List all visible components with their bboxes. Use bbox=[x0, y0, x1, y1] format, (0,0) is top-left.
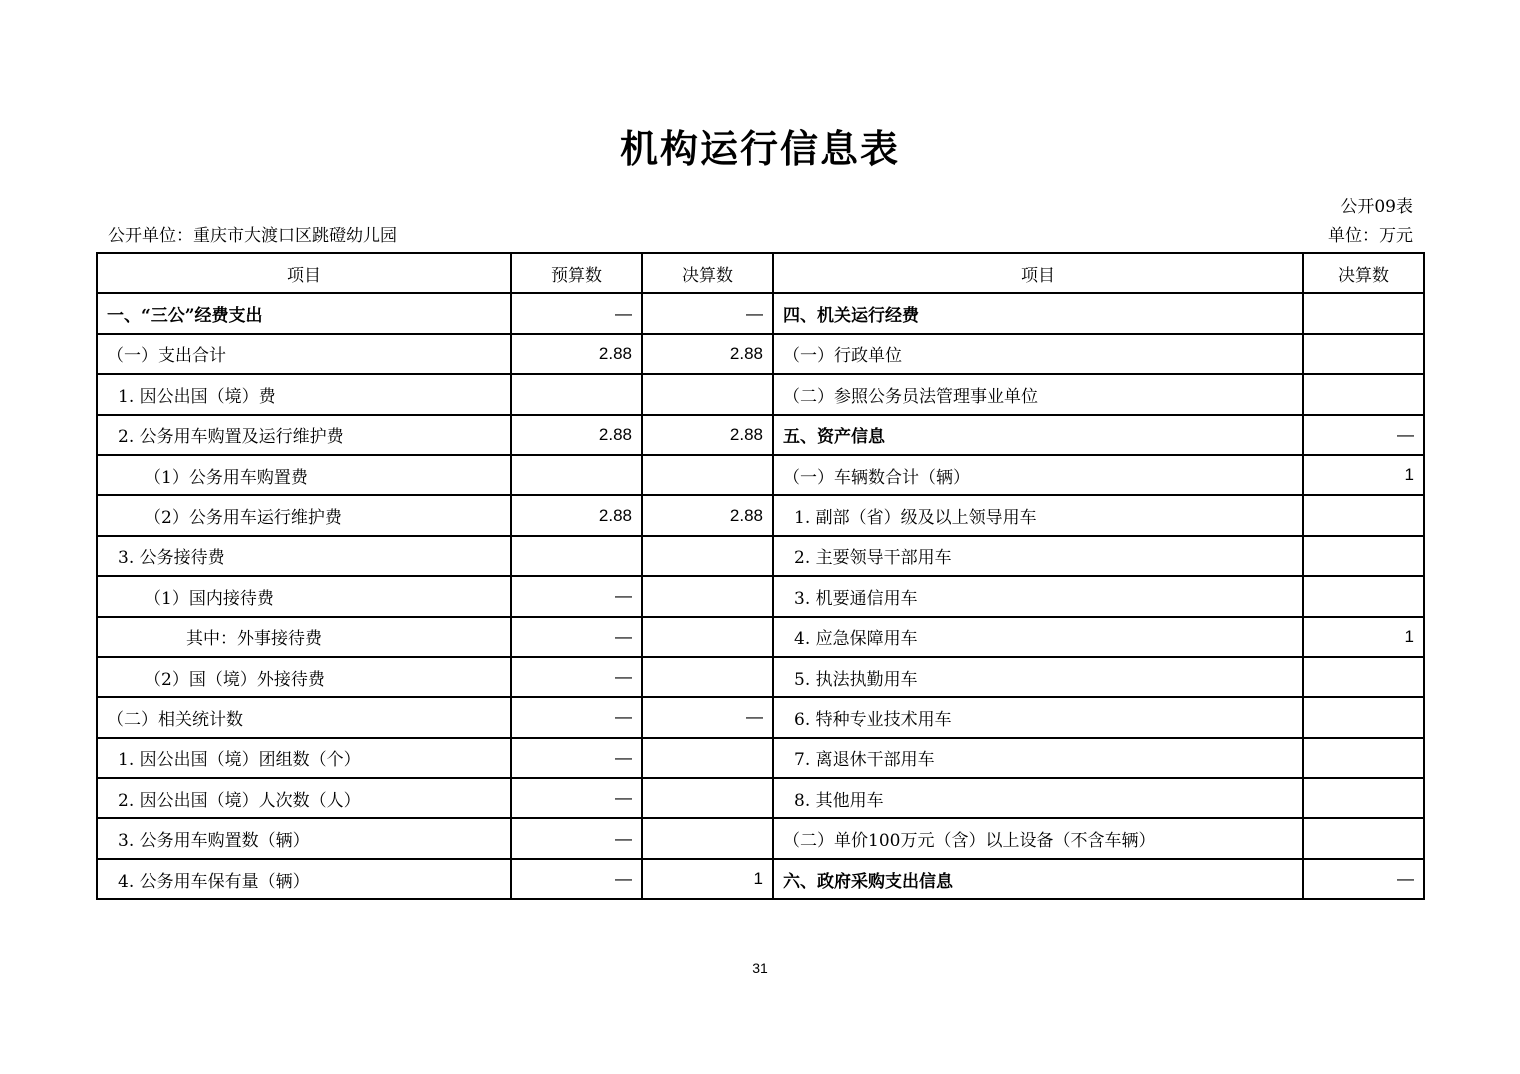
table-row bbox=[97, 818, 1424, 858]
header-final-left: 决算数 bbox=[642, 253, 773, 293]
table-row bbox=[97, 778, 1424, 818]
row-item-left: 1. 因公出国（境）团组数（个） bbox=[97, 738, 511, 778]
page-title: 机构运行信息表 bbox=[619, 127, 900, 171]
table-row bbox=[97, 334, 1424, 374]
row-final-right bbox=[1303, 334, 1424, 374]
row-item-right: 1. 副部（省）级及以上领导用车 bbox=[773, 495, 1303, 535]
row-final bbox=[642, 617, 773, 657]
row-item-left: （二）相关统计数 bbox=[97, 697, 511, 737]
table-row bbox=[97, 293, 1424, 333]
row-final bbox=[642, 536, 773, 576]
table-row bbox=[97, 455, 1424, 495]
row-budget: — bbox=[511, 697, 642, 737]
row-budget: — bbox=[511, 293, 642, 333]
row-item-left: （1）公务用车购置费 bbox=[97, 455, 511, 495]
row-budget bbox=[511, 536, 642, 576]
row-final bbox=[642, 374, 773, 414]
table-row bbox=[97, 657, 1424, 697]
row-final-right bbox=[1303, 576, 1424, 616]
row-item-left: 2. 因公出国（境）人次数（人） bbox=[97, 778, 511, 818]
row-item-right: 5. 执法执勤用车 bbox=[773, 657, 1303, 697]
row-item-left: 1. 因公出国（境）费 bbox=[97, 374, 511, 414]
row-item-left: 4. 公务用车保有量（辆） bbox=[97, 859, 511, 899]
row-budget: — bbox=[511, 576, 642, 616]
row-final: 2.88 bbox=[642, 495, 773, 535]
row-item-left: 一、“三公”经费支出 bbox=[97, 293, 511, 333]
page-number: 31 bbox=[752, 960, 768, 976]
table-row bbox=[97, 576, 1424, 616]
row-item-left: （2）公务用车运行维护费 bbox=[97, 495, 511, 535]
row-budget: — bbox=[511, 778, 642, 818]
table-row bbox=[97, 617, 1424, 657]
row-item-left: 其中：外事接待费 bbox=[97, 617, 511, 657]
row-item-right: （一）车辆数合计（辆） bbox=[773, 455, 1303, 495]
row-final-right bbox=[1303, 293, 1424, 333]
row-final: 1 bbox=[642, 859, 773, 899]
row-item-right: 五、资产信息 bbox=[773, 415, 1303, 455]
table-row bbox=[97, 495, 1424, 535]
row-final-right: — bbox=[1303, 415, 1424, 455]
row-budget: — bbox=[511, 738, 642, 778]
row-final-right bbox=[1303, 738, 1424, 778]
row-budget: — bbox=[511, 657, 642, 697]
row-budget: — bbox=[511, 818, 642, 858]
row-budget: 2.88 bbox=[511, 415, 642, 455]
row-final-right bbox=[1303, 536, 1424, 576]
row-final-right bbox=[1303, 697, 1424, 737]
row-item-right: 6. 特种专业技术用车 bbox=[773, 697, 1303, 737]
row-item-left: （2）国（境）外接待费 bbox=[97, 657, 511, 697]
table-row bbox=[97, 738, 1424, 778]
row-budget: 2.88 bbox=[511, 334, 642, 374]
table-row bbox=[97, 374, 1424, 414]
row-budget: — bbox=[511, 617, 642, 657]
row-item-right: （二）单价100万元（含）以上设备（不含车辆） bbox=[773, 818, 1303, 858]
row-final-right: 1 bbox=[1303, 617, 1424, 657]
row-final bbox=[642, 738, 773, 778]
row-final bbox=[642, 657, 773, 697]
table-header-row bbox=[97, 253, 1424, 293]
row-item-right: （一）行政单位 bbox=[773, 334, 1303, 374]
row-final: — bbox=[642, 697, 773, 737]
row-item-right: 4. 应急保障用车 bbox=[773, 617, 1303, 657]
table-row bbox=[97, 415, 1424, 455]
table-row bbox=[97, 697, 1424, 737]
row-final-right bbox=[1303, 818, 1424, 858]
header-item-right: 项目 bbox=[773, 253, 1303, 293]
header-final-right: 决算数 bbox=[1303, 253, 1424, 293]
row-final bbox=[642, 455, 773, 495]
row-item-right: 7. 离退休干部用车 bbox=[773, 738, 1303, 778]
row-item-right: 四、机关运行经费 bbox=[773, 293, 1303, 333]
row-final-right bbox=[1303, 495, 1424, 535]
row-item-left: 2. 公务用车购置及运行维护费 bbox=[97, 415, 511, 455]
row-final: — bbox=[642, 293, 773, 333]
row-final bbox=[642, 576, 773, 616]
row-budget bbox=[511, 455, 642, 495]
reporting-unit: 公开单位：重庆市大渡口区跳磴幼儿园 bbox=[108, 226, 397, 246]
row-item-left: （1）国内接待费 bbox=[97, 576, 511, 616]
row-item-left: 3. 公务接待费 bbox=[97, 536, 511, 576]
info-table bbox=[96, 252, 1425, 900]
header-item-left: 项目 bbox=[97, 253, 511, 293]
row-item-right: 六、政府采购支出信息 bbox=[773, 859, 1303, 899]
row-final bbox=[642, 818, 773, 858]
row-budget bbox=[511, 374, 642, 414]
row-item-right: 3. 机要通信用车 bbox=[773, 576, 1303, 616]
row-final: 2.88 bbox=[642, 415, 773, 455]
row-final bbox=[642, 778, 773, 818]
currency-unit: 单位：万元 bbox=[1328, 226, 1413, 246]
row-item-right: （二）参照公务员法管理事业单位 bbox=[773, 374, 1303, 414]
form-number: 公开09表 bbox=[1340, 197, 1413, 217]
row-budget: 2.88 bbox=[511, 495, 642, 535]
row-final-right: 1 bbox=[1303, 455, 1424, 495]
row-item-right: 8. 其他用车 bbox=[773, 778, 1303, 818]
row-final-right bbox=[1303, 374, 1424, 414]
row-final-right: — bbox=[1303, 859, 1424, 899]
row-final: 2.88 bbox=[642, 334, 773, 374]
table-row bbox=[97, 859, 1424, 899]
row-item-left: （一）支出合计 bbox=[97, 334, 511, 374]
row-final-right bbox=[1303, 778, 1424, 818]
row-final-right bbox=[1303, 657, 1424, 697]
table-row bbox=[97, 536, 1424, 576]
row-budget: — bbox=[511, 859, 642, 899]
header-budget: 预算数 bbox=[511, 253, 642, 293]
row-item-right: 2. 主要领导干部用车 bbox=[773, 536, 1303, 576]
row-item-left: 3. 公务用车购置数（辆） bbox=[97, 818, 511, 858]
